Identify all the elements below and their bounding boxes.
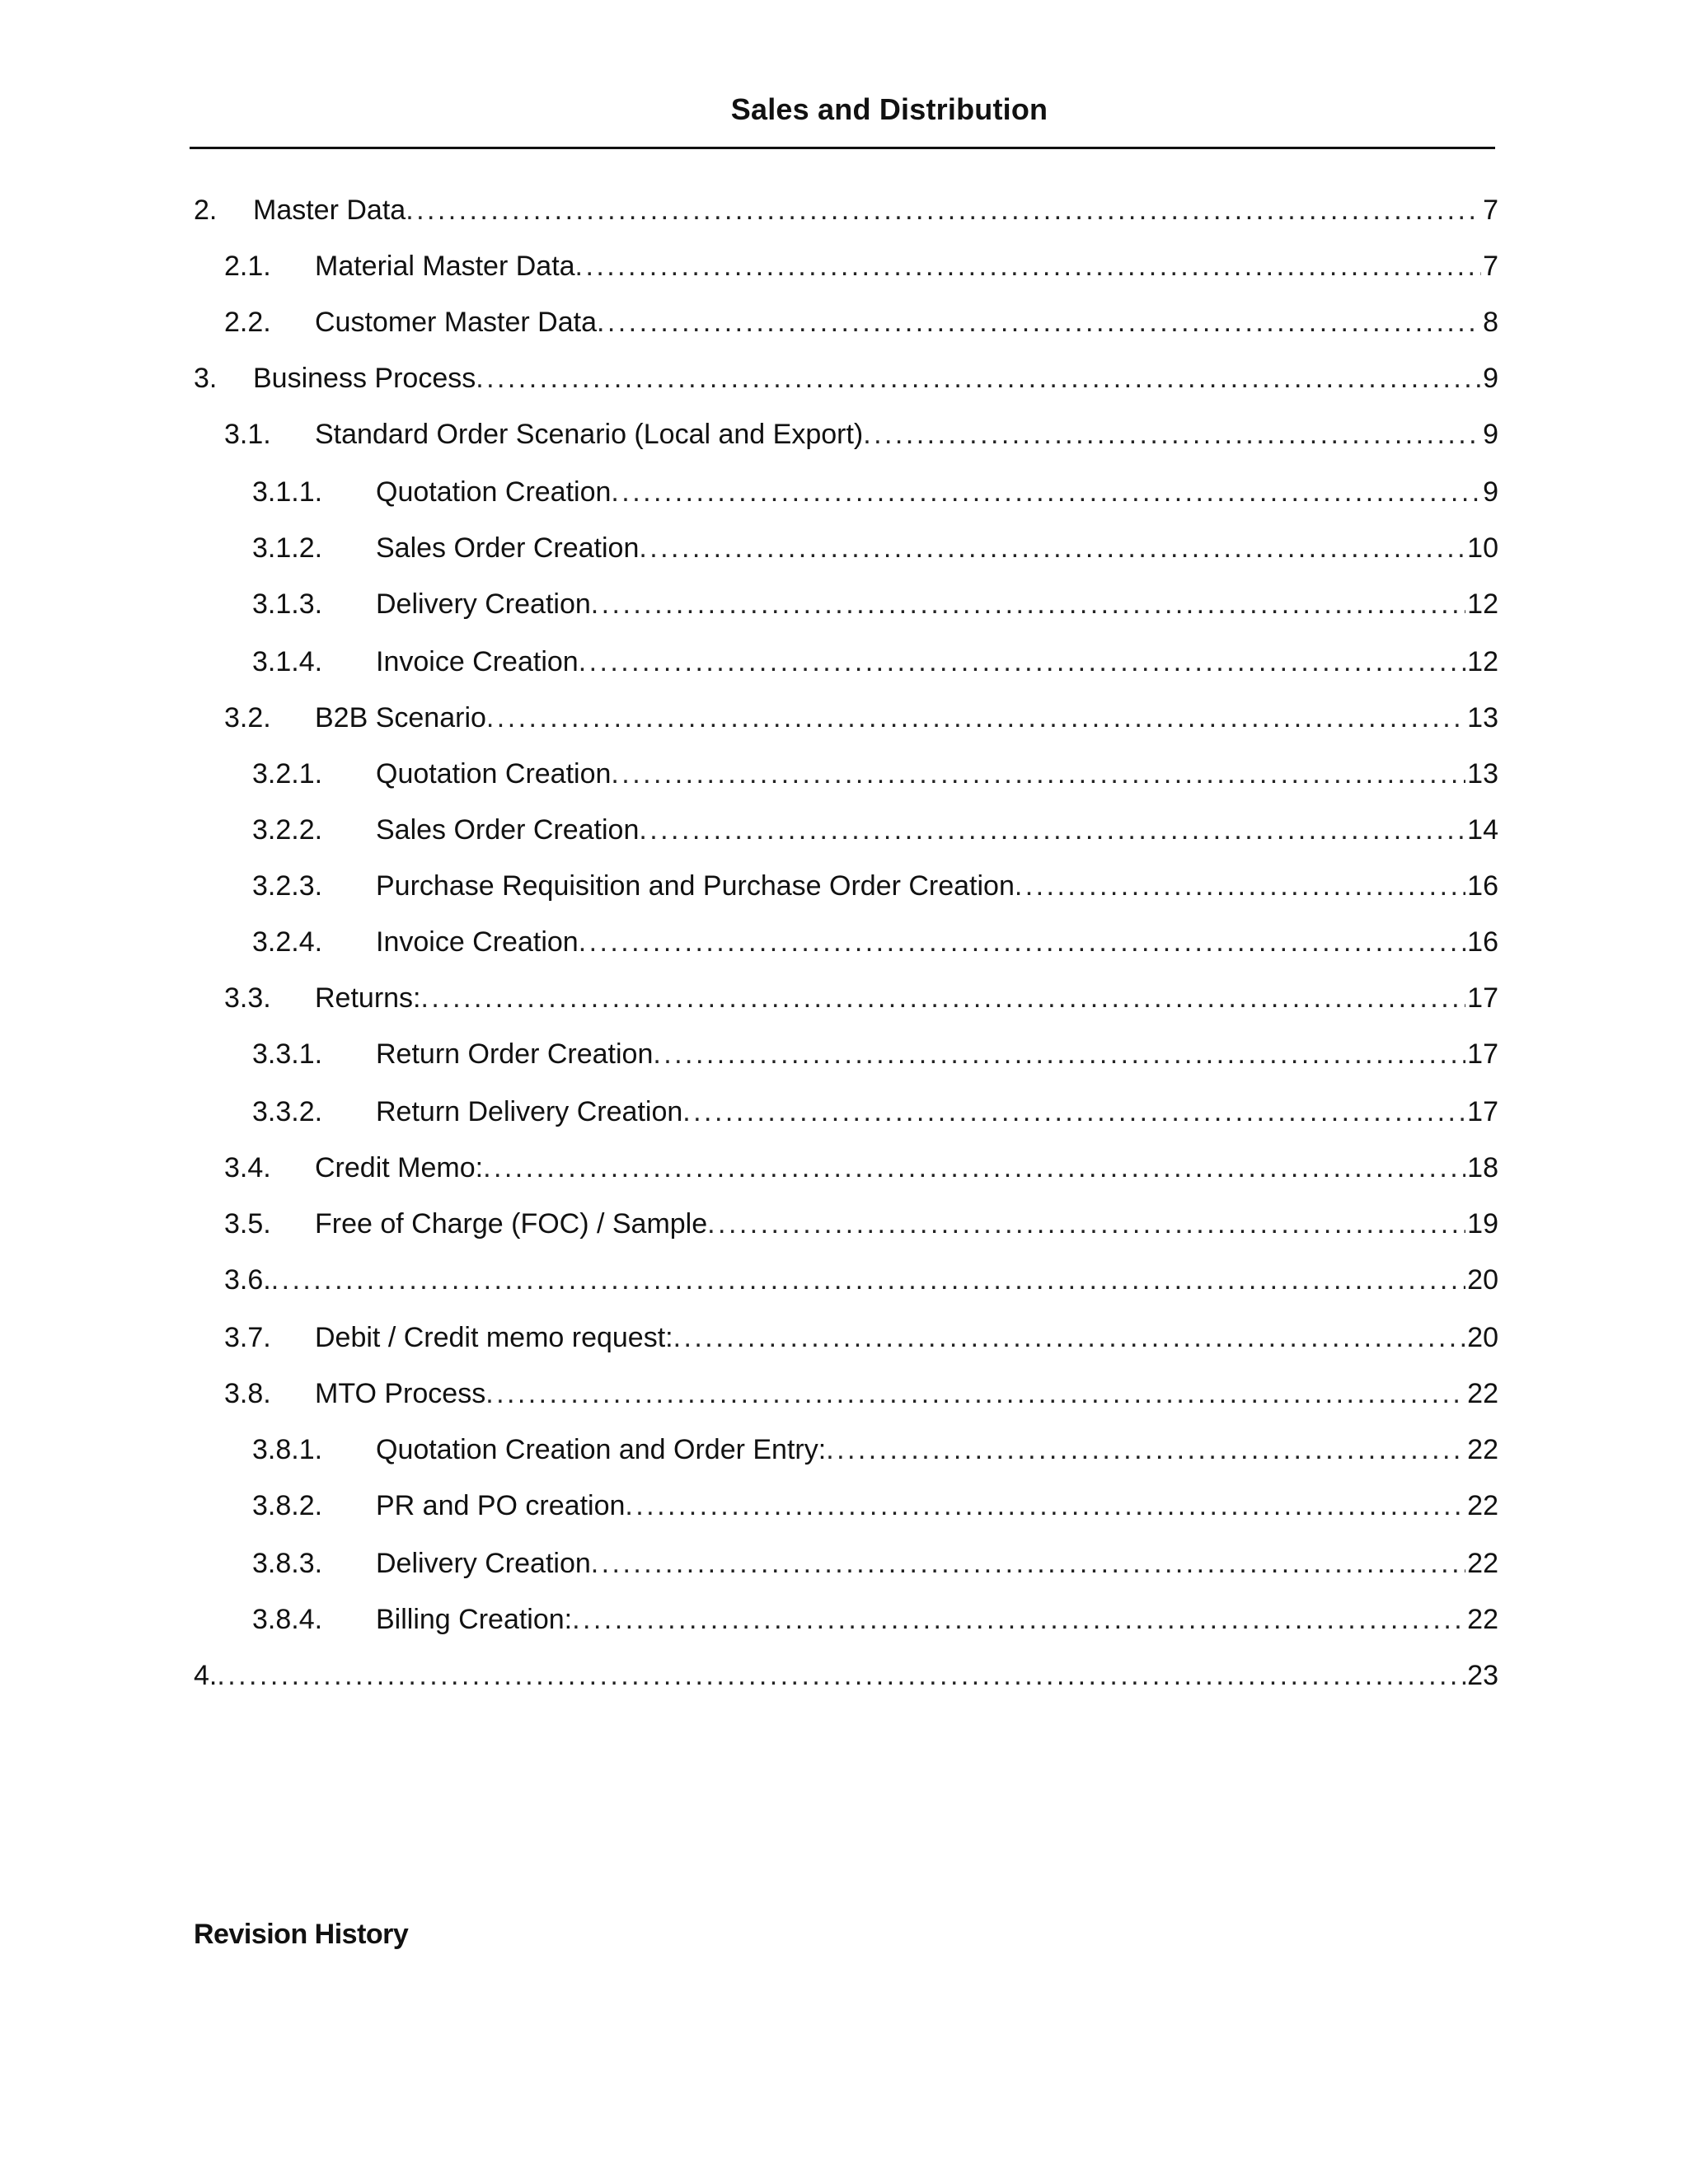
toc-entry-quotation-creation[interactable] [252,473,1498,511]
toc-entry-page: 12 [1467,646,1498,677]
toc-entry-title: Sales Order Creation [376,814,640,846]
toc-dot-leader [591,1544,1465,1582]
toc-entry-page: 23 [1467,1660,1498,1691]
toc-entry-number: 3.1.2. [252,532,323,564]
toc-entry-number: 3.1.1. [252,476,323,508]
toc-entry-invoice-creation[interactable] [252,643,1498,681]
toc-entry-title: Sales Order Creation [376,532,640,564]
toc-entry-number: 3.2.4. [252,926,323,958]
toc-dot-leader [639,811,1465,849]
toc-entry-business-process[interactable] [194,359,1498,397]
toc-entry-number: 2. [194,194,218,226]
toc-entry-title: Delivery Creation [376,1548,591,1579]
toc-entry-page: 14 [1467,814,1498,846]
toc-entry-number: 3.2.1. [252,758,323,790]
toc-entry-title: Quotation Creation [376,476,612,508]
toc-entry-page: 12 [1467,588,1498,620]
toc-dot-leader [639,529,1465,567]
toc-entry-title: Quotation Creation and Order Entry: [376,1434,827,1465]
toc-dot-leader [1015,867,1465,905]
toc-entry-page: 8 [1483,307,1498,338]
toc-entry-page: 22 [1467,1434,1498,1465]
toc-entry-master-data[interactable] [194,191,1498,229]
toc-entry-page: 22 [1467,1548,1498,1579]
toc-entry-page: 17 [1467,1096,1498,1127]
toc-entry-page: 10 [1467,532,1498,564]
toc-entry-title: Debit / Credit memo request: [315,1322,673,1353]
toc-entry-number: 3.8.3. [252,1548,323,1579]
toc-entry-title: B2B Scenario [315,702,486,733]
toc-entry-page: 7 [1483,194,1498,226]
toc-entry-title: Billing Creation: [376,1604,573,1635]
toc-entry-returns[interactable] [224,979,1498,1017]
toc-entry-title: Business Process [253,363,476,394]
toc-entry-customer-master-data[interactable] [224,303,1498,341]
toc-entry-title: Delivery Creation [376,588,591,620]
toc-entry-page: 16 [1467,926,1498,958]
toc-entry-number: 3.8.4. [252,1604,323,1635]
toc-entry-number: 3.5. [224,1208,271,1240]
toc-entry-number: 3.1. [224,419,271,450]
toc-entry-page: 18 [1467,1152,1498,1183]
toc-entry-number: 3.4. [224,1152,271,1183]
toc-dot-leader [597,303,1481,341]
toc-entry-delivery-creation[interactable] [252,585,1498,623]
toc-dot-leader [673,1319,1466,1357]
page-header-title: Sales and Distribution [730,92,1048,126]
toc-entry-title: MTO Process [315,1378,486,1409]
toc-entry-number: 3.2. [224,702,271,733]
toc-entry-number: 3.1.3. [252,588,323,620]
toc-entry-number: 3.8. [224,1378,271,1409]
toc-dot-leader [625,1487,1465,1525]
toc-entry-delivery-creation[interactable] [252,1544,1498,1582]
toc-dot-leader [653,1035,1465,1073]
toc-entry-sales-order-creation[interactable] [252,529,1498,567]
toc-dot-leader [611,473,1481,511]
toc-entry-b2b-scenario[interactable] [224,699,1498,737]
toc-entry-title: Invoice Creation [376,926,579,958]
toc-entry-invoice-creation[interactable] [252,923,1498,961]
toc-dot-leader [575,247,1482,285]
toc-entry-free-of-charge[interactable] [224,1205,1498,1243]
toc-entry-number: 3. [194,363,218,394]
toc-entry-title: Purchase Requisition and Purchase Order Creation [376,870,1015,902]
toc-dot-leader [707,1205,1465,1243]
toc-entry-number: 3.3.1. [252,1038,323,1070]
toc-entry-page: 9 [1483,363,1498,394]
toc-dot-leader [579,923,1465,961]
toc-dot-leader [271,1261,1465,1299]
toc-entry-purchase-requisition[interactable] [252,867,1498,905]
toc-entry-title: Return Order Creation [376,1038,654,1070]
toc-entry-number: 3.2.2. [252,814,323,846]
toc-entry-title: Master Data [253,194,406,226]
toc-entry-credit-memo[interactable] [224,1149,1498,1187]
toc-entry-pr-and-po-creation[interactable] [252,1487,1498,1525]
toc-entry-title: Free of Charge (FOC) / Sample [315,1208,708,1240]
revision-history-heading: Revision History [194,1919,409,1950]
toc-entry-page: 22 [1467,1490,1498,1521]
toc-entry-page: 19 [1467,1208,1498,1240]
toc-dot-leader [217,1657,1465,1694]
toc-entry-number: 3.1.4. [252,646,323,677]
toc-entry-number: 3.6. [224,1264,271,1296]
toc-dot-leader [406,191,1481,229]
toc-entry-page: 9 [1483,419,1498,450]
toc-entry-page: 22 [1467,1378,1498,1409]
toc-dot-leader [611,755,1465,793]
toc-entry-page: 17 [1467,1038,1498,1070]
header-divider [190,147,1495,149]
toc-entry-untitled[interactable] [194,1657,1498,1694]
toc-entry-page: 13 [1467,758,1498,790]
toc-entry-number: 3.7. [224,1322,271,1353]
toc-entry-quotation-creation[interactable] [252,755,1498,793]
toc-entry-title: Invoice Creation [376,646,579,677]
toc-dot-leader [826,1431,1465,1469]
toc-entry-page: 17 [1467,982,1498,1014]
toc-entry-debit-credit-memo-request[interactable] [224,1319,1498,1357]
toc-entry-number: 3.8.1. [252,1434,323,1465]
toc-entry-number: 2.1. [224,251,271,282]
toc-entry-number: 2.2. [224,307,271,338]
toc-dot-leader [579,643,1465,681]
toc-entry-number: 3.3.2. [252,1096,323,1127]
toc-entry-number: 3.2.3. [252,870,323,902]
toc-dot-leader [572,1601,1465,1638]
toc-entry-title: Credit Memo: [315,1152,484,1183]
toc-entry-page: 9 [1483,476,1498,508]
toc-entry-page: 20 [1467,1264,1498,1296]
toc-entry-number: 3.3. [224,982,271,1014]
toc-entry-title: Standard Order Scenario (Local and Export) [315,419,864,450]
toc-dot-leader [486,699,1465,737]
toc-entry-quotation-and-order-entry[interactable] [252,1431,1498,1469]
toc-entry-untitled[interactable] [224,1261,1498,1299]
toc-entry-title: PR and PO creation [376,1490,626,1521]
toc-entry-number: 4. [194,1660,218,1691]
toc-entry-standard-order-scenario[interactable] [224,415,1498,453]
toc-entry-return-order-creation[interactable] [252,1035,1498,1073]
toc-entry-title: Material Master Data [315,251,575,282]
toc-dot-leader [483,1149,1465,1187]
toc-entry-page: 22 [1467,1604,1498,1635]
toc-entry-title: Returns: [315,982,421,1014]
toc-entry-page: 7 [1483,251,1498,282]
toc-dot-leader [591,585,1465,623]
toc-entry-mto-process[interactable] [224,1375,1498,1413]
toc-entry-page: 20 [1467,1322,1498,1353]
toc-entry-material-master-data[interactable] [224,247,1498,285]
toc-dot-leader [863,415,1481,453]
toc-entry-billing-creation[interactable] [252,1601,1498,1638]
toc-dot-leader [421,979,1466,1017]
toc-entry-title: Return Delivery Creation [376,1096,683,1127]
toc-entry-title: Customer Master Data [315,307,597,338]
toc-entry-return-delivery-creation[interactable] [252,1093,1498,1131]
toc-entry-sales-order-creation[interactable] [252,811,1498,849]
toc-entry-page: 16 [1467,870,1498,902]
toc-entry-title: Quotation Creation [376,758,612,790]
toc-dot-leader [485,1375,1465,1413]
toc-dot-leader [682,1093,1465,1131]
toc-dot-leader [476,359,1481,397]
toc-entry-number: 3.8.2. [252,1490,323,1521]
toc-entry-page: 13 [1467,702,1498,733]
